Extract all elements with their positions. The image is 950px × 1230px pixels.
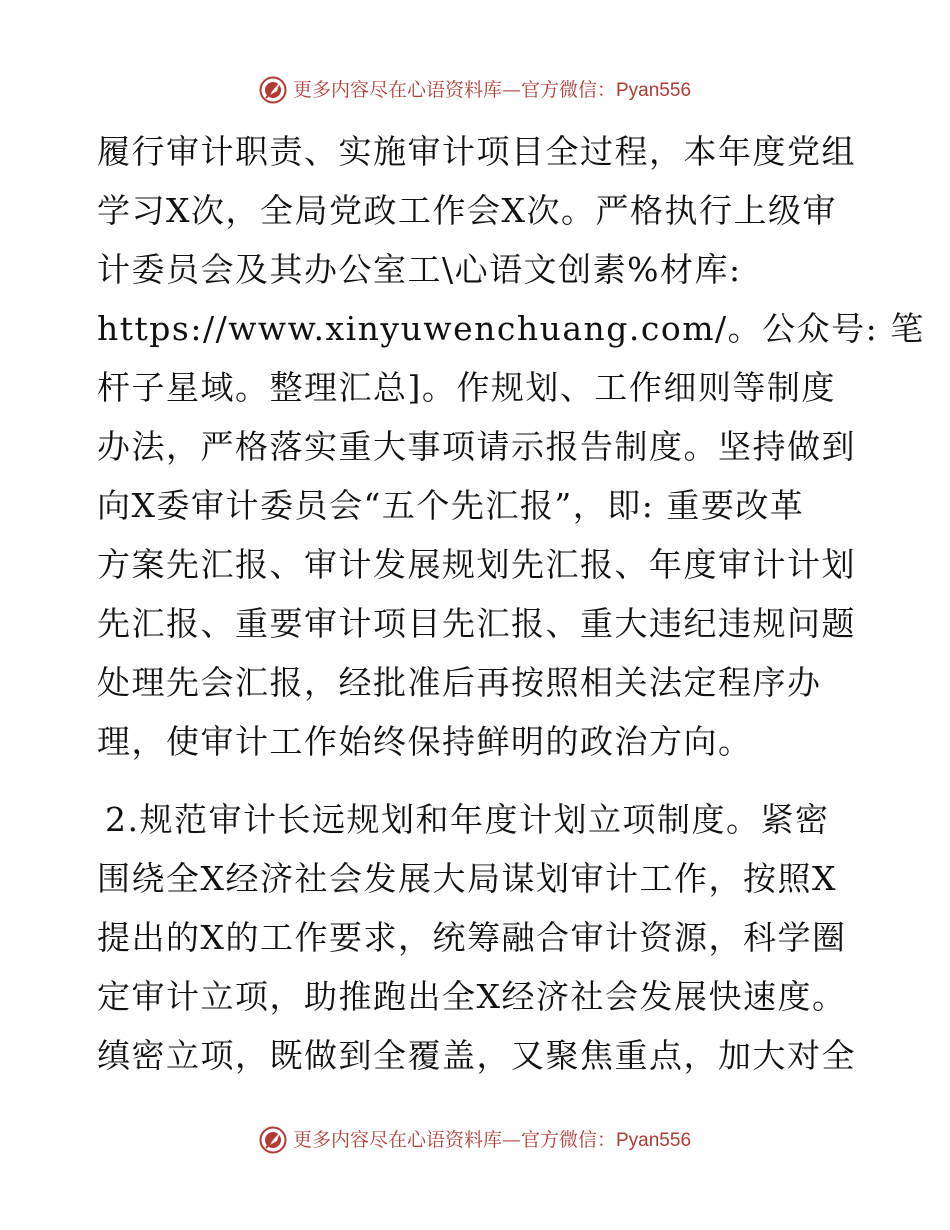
header-watermark [0, 74, 950, 106]
text-line: 履行审计职责、实施审计项目全过程，本年度党组 [97, 132, 856, 171]
paragraph [97, 122, 925, 771]
feather-seal-icon [259, 1126, 287, 1154]
watermark-separator: — [501, 1128, 521, 1151]
watermark-account: Pyan556 [616, 79, 692, 101]
text-line: 办法，严格落实重大事项请示报告制度。坚持做到 [97, 427, 856, 466]
text-line: https://www.xinyuwenchuang.com/。公众号: 笔 [97, 309, 925, 348]
feather-seal-icon [259, 76, 287, 104]
document-body [97, 122, 925, 1085]
watermark-separator: — [501, 78, 521, 101]
watermark-main-text: 更多内容尽在心语资料库 [292, 1128, 502, 1151]
text-line: 2.规范审计长远规划和年度计划立项制度。紧密 [105, 800, 830, 839]
text-line: 方案先汇报、审计发展规划先汇报、年度审计计划 [97, 545, 856, 584]
paragraph [97, 790, 857, 1085]
text-line: 缜密立项，既做到全覆盖，又聚焦重点，加大对全 [97, 1036, 856, 1075]
watermark-label: 官方微信： [520, 78, 616, 101]
paragraph-spacer [97, 771, 857, 790]
watermark-account: Pyan556 [616, 1129, 692, 1151]
text-line: 学习X次，全局党政工作会X次。严格执行上级审 [97, 191, 837, 230]
text-line: 计委员会及其办公室工\心语文创素%材库: [97, 250, 742, 289]
text-line: 理，使审计工作始终保持鲜明的政治方向。 [97, 722, 753, 761]
watermark-label: 官方微信： [520, 1128, 616, 1151]
text-line: 先汇报、重要审计项目先汇报、重大违纪违规问题 [97, 604, 856, 643]
text-line: 定审计立项，助推跑出全X经济社会发展快速度。 [97, 977, 847, 1016]
text-line: 杆子星域。整理汇总]。作规划、工作细则等制度 [97, 368, 836, 407]
text-line: 处理先会汇报，经批准后再按照相关法定程序办 [97, 663, 822, 702]
text-line: 提出的X的工作要求，统筹融合审计资源，科学圈 [97, 918, 847, 957]
watermark-main-text: 更多内容尽在心语资料库 [292, 78, 502, 101]
text-line: 围绕全X经济社会发展大局谋划审计工作，按照X [97, 859, 837, 898]
footer-watermark [0, 1124, 950, 1156]
text-line: 向X委审计委员会“五个先汇报”，即: 重要改革 [97, 486, 805, 525]
